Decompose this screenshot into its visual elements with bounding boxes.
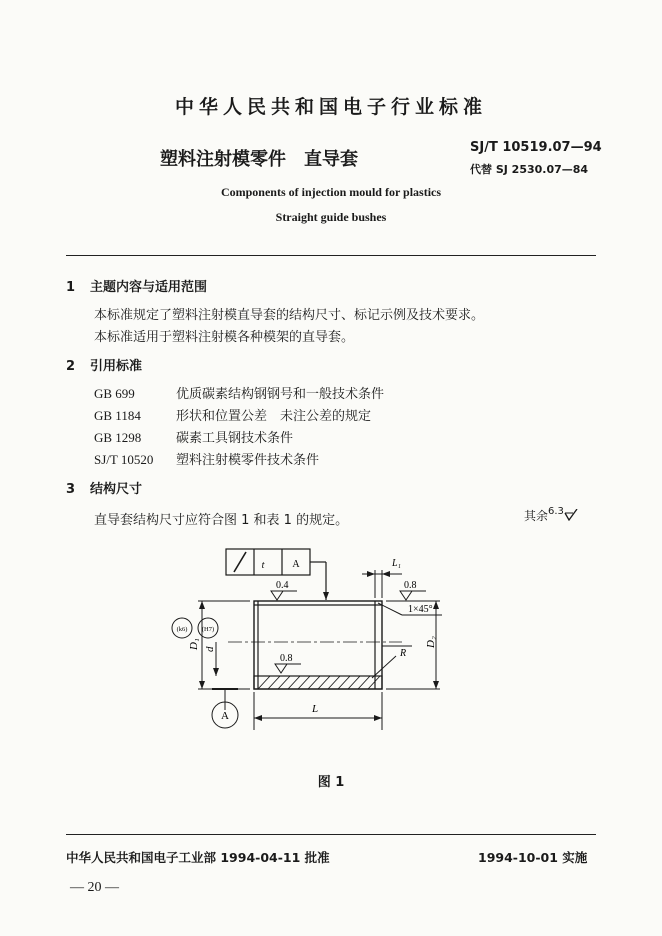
section-1-heading [66,276,207,295]
header-rule [66,255,596,256]
roughness-label-0-4: 0.4 [276,580,289,591]
section-title: 结构尺寸 [90,482,143,497]
list-item [94,383,384,405]
general-roughness-note [524,507,578,524]
section-2-heading [66,355,142,374]
reference-title: 碳素工具钢技术条件 [176,431,294,446]
figure-caption: 图 1 [317,775,345,790]
tolerance-k6-label: (k6) [176,626,188,633]
roughness-prefix: 其余 [524,509,549,523]
section-3-para-1: 直导套结构尺寸应符合图 1 和表 1 的规定。 [94,513,349,528]
approval-note: 中华人民共和国电子工业部 1994-04-11 批准 [66,850,330,865]
reference-title: 塑料注射模零件技术条件 [176,453,320,468]
footer-rule [66,834,596,835]
reference-title: 形状和位置公差 未注公差的规定 [176,409,372,424]
datum-label: A [221,710,229,722]
reference-code: GB 1184 [94,408,141,423]
roughness-symbol-icon [400,591,412,600]
issuing-authority: 中华人民共和国电子行业标准 [174,96,487,118]
dimension-D1-label: D₁ [188,638,200,650]
roughness-label-0-8: 0.8 [404,580,417,591]
list-item [94,427,384,449]
standard-title-en-line1: Components of injection mould for plastics [220,185,442,199]
dimension-D2-label: D₂ [425,636,437,648]
standard-title-cn: 塑料注射模零件 直导套 [160,149,358,170]
effective-date: 1994-10-01 实施 [478,850,588,865]
radius-label: R [400,648,407,659]
reference-code: SJ/T 10520 [94,452,154,467]
section-title: 主题内容与适用范围 [90,280,208,295]
page-number: — 20 — [70,880,119,895]
roughness-symbol-icon [271,591,283,600]
replaced-standard: 代替 SJ 2530.07—84 [470,163,589,176]
standard-title-en-line2: Straight guide bushes [275,210,387,224]
section-number: 3 [66,482,76,497]
frame-datum-label: A [292,559,300,570]
reference-code: GB 699 [94,386,135,401]
standard-code: SJ/T 10519.07—94 [470,140,602,155]
dimension-L-label: L [312,703,319,715]
reference-list [94,383,384,471]
section-1-para-1: 本标准规定了塑料注射模直导套的结构尺寸、标记示例及技术要求。 [94,308,485,323]
section-3-heading [66,478,142,497]
section-1-para-2: 本标准适用于塑料注射模各种模架的直导套。 [94,330,355,345]
section-number: 1 [66,280,76,295]
list-item [94,449,384,471]
roughness-value: 6.3 [548,506,564,517]
frame-t-label: t [261,560,265,571]
tolerance-h7-label: (H7) [201,626,215,633]
roughness-label-bore: 0.8 [280,653,293,664]
list-item [94,405,384,427]
runout-symbol-icon [234,552,246,572]
figure-1-drawing [150,540,480,755]
roughness-symbol-icon [564,509,578,521]
reference-code: GB 1298 [94,430,142,445]
chamfer-label: 1×45° [408,604,433,615]
section-title: 引用标准 [90,359,143,374]
section-number: 2 [66,359,76,374]
reference-title: 优质碳素结构钢钢号和一般技术条件 [176,387,385,402]
dimension-L1-label: L₁ [392,558,402,569]
dimension-d-label: d [204,646,216,652]
roughness-symbol-icon [275,664,287,673]
